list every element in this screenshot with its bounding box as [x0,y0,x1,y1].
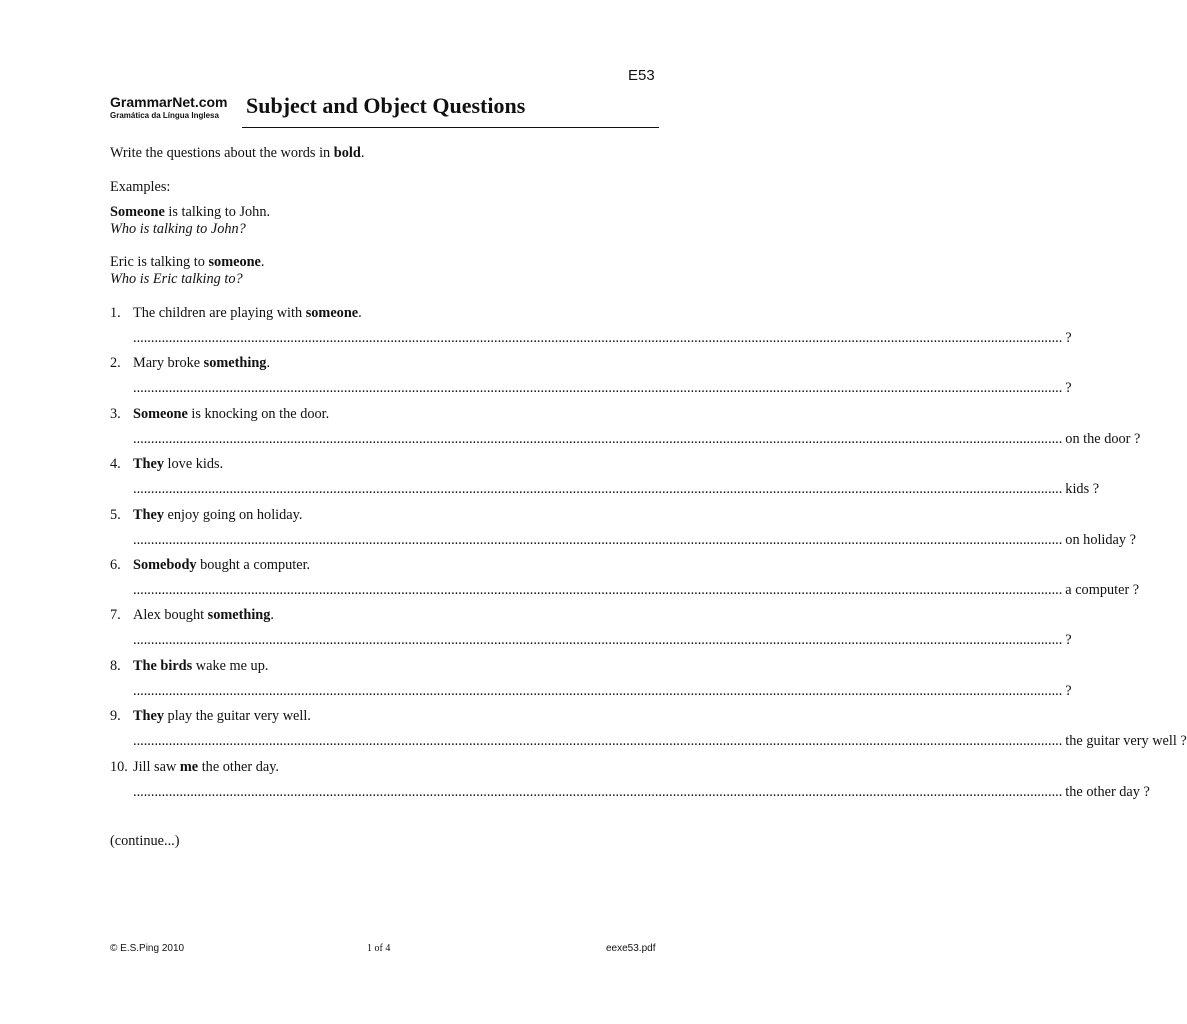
answer-tail: ? [1065,682,1072,699]
sentence-post: . [270,607,274,624]
exercise-sentence [133,456,223,473]
answer-dotted-blank[interactable]: .................................................................................................................................................................................................................................................................... [133,682,1063,699]
exercise-sentence [133,406,329,423]
exercise-number: 8. [110,657,121,674]
exercise-number: 2. [110,355,121,372]
sentence-bold-word: someone [305,305,359,321]
page-title: Subject and Object Questions [246,93,526,118]
answer-tail: on the door ? [1065,430,1141,447]
instructions-post: . [360,145,365,161]
answer-dotted-blank[interactable]: .................................................................................................................................................................................................................................................................... [133,531,1063,548]
exercise-number: 1. [110,305,121,321]
answer-tail: the guitar very well ? [1065,733,1187,750]
sentence-bold-word: They [133,506,164,523]
sentence-pre: Jill saw [133,758,180,775]
examples-label: Examples: [110,179,171,195]
answer-tail: the other day ? [1065,783,1150,800]
instructions-pre: Write the questions about the words in [110,145,334,161]
brand-subtitle: Gramática da Língua Inglesa [110,111,219,120]
example-bold: Someone [110,204,165,220]
title-underline [242,127,659,128]
example-sentence [110,254,264,271]
answer-line[interactable] [133,632,1072,649]
answer-line[interactable] [133,783,1150,801]
sentence-post: is knocking on the door. [187,405,330,422]
sentence-bold-word: They [133,456,164,473]
sentence-post: . [266,355,271,372]
instructions [110,145,364,162]
exercise-number: 3. [110,405,121,422]
brand-name: GrammarNet.com [110,94,228,110]
answer-dotted-blank[interactable]: .................................................................................................................................................................................................................................................................... [133,481,1063,498]
answer-dotted-blank[interactable]: .................................................................................................................................................................................................................................................................... [133,783,1063,800]
example-pre: Eric is talking to [110,254,209,270]
footer-filename: eexe53.pdf [606,943,656,954]
answer-dotted-blank[interactable]: .................................................................................................................................................................................................................................................................... [133,380,1063,397]
example-bold: someone [208,254,261,270]
answer-dotted-blank[interactable]: .................................................................................................................................................................................................................................................................... [133,430,1063,447]
example-sentence [110,204,270,221]
exercise-sentence [133,658,268,675]
continue-note: (continue...) [110,833,180,849]
sentence-bold-word: me [179,758,199,775]
instructions-bold: bold [333,145,361,161]
answer-dotted-blank[interactable]: .................................................................................................................................................................................................................................................................... [133,632,1063,649]
answer-line[interactable] [133,481,1100,498]
sentence-post: the other day. [198,758,279,775]
sentence-pre: Mary broke [133,355,204,372]
sentence-post: enjoy going on holiday. [163,506,303,523]
sentence-bold-word: The birds [133,657,193,674]
answer-line[interactable] [133,380,1072,397]
example-post: is talking to John. [164,204,271,220]
answer-dotted-blank[interactable]: .................................................................................................................................................................................................................................................................... [133,330,1063,346]
exercise-sentence [133,607,274,624]
sentence-bold-word: Somebody [133,557,197,573]
exercise-number: 5. [110,506,121,523]
exercise-number: 9. [110,708,121,725]
footer-copyright: © E.S.Ping 2010 [110,943,185,954]
sentence-pre: The children are playing with [133,305,306,321]
exercise-sentence [133,759,279,776]
answer-tail: ? [1065,330,1072,346]
sentence-bold-word: They [133,708,164,725]
exercise-number: 6. [110,557,121,573]
example-answer: Who is Eric talking to? [110,271,243,287]
sentence-pre: Alex bought [133,607,208,624]
sentence-post: . [358,305,362,321]
sentence-bold-word: something [207,607,271,624]
exercise-number: 7. [110,607,121,624]
answer-tail: on holiday ? [1065,531,1136,548]
exercise-code: E53 [628,67,655,84]
answer-dotted-blank[interactable]: .................................................................................................................................................................................................................................................................... [133,733,1063,750]
sentence-post: bought a computer. [196,557,311,573]
sentence-post: play the guitar very well. [163,708,311,725]
answer-line[interactable] [133,430,1141,448]
exercise-number: 4. [110,456,121,473]
answer-dotted-blank[interactable]: .................................................................................................................................................................................................................................................................... [133,582,1063,598]
answer-tail: ? [1065,632,1072,649]
footer-page-number: 1 of 4 [367,943,391,954]
brand-logo [110,94,228,121]
sentence-post: wake me up. [192,657,269,674]
answer-line[interactable] [133,582,1140,599]
answer-tail: ? [1065,380,1072,397]
exercise-sentence [133,507,302,524]
exercise-sentence [133,305,362,322]
sentence-post: love kids. [163,456,224,473]
answer-tail: a computer ? [1065,582,1140,598]
example-post: . [260,254,265,270]
answer-line[interactable] [133,330,1072,347]
example-answer: Who is talking to John? [110,221,246,237]
sentence-bold-word: Someone [133,405,188,422]
exercise-sentence [133,355,270,372]
exercise-sentence [133,708,311,725]
exercise-sentence [133,557,310,574]
answer-line[interactable] [133,733,1187,750]
answer-tail: kids ? [1065,481,1100,498]
answer-line[interactable] [133,682,1072,700]
exercise-number: 10. [110,758,128,775]
sentence-bold-word: something [203,355,267,372]
answer-line[interactable] [133,531,1136,549]
